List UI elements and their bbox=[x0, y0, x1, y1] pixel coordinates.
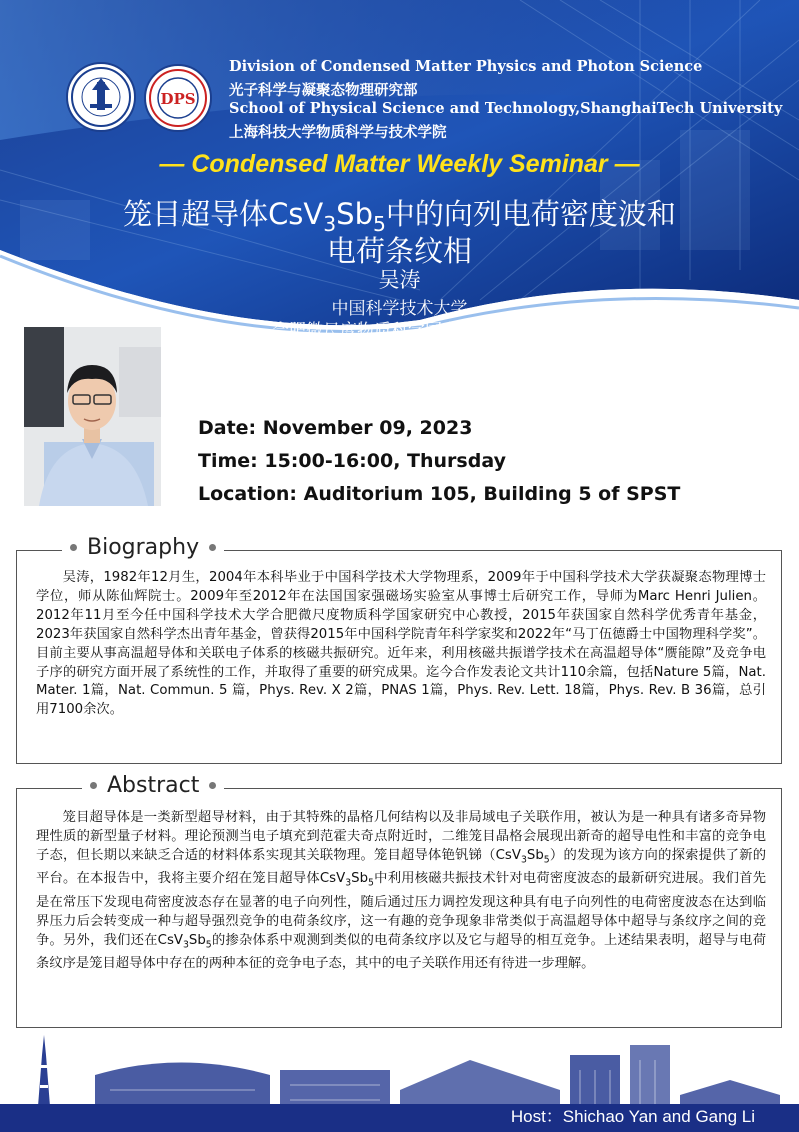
host-text: Host：Shichao Yan and Gang Li bbox=[510, 1107, 755, 1126]
institution-en-2: School of Physical Science and Technology,ShanghaiTech University bbox=[229, 100, 783, 117]
speaker-affiliation-1: 中国科学技术大学 bbox=[331, 299, 468, 319]
bullet-dot-icon bbox=[209, 782, 216, 789]
seminar-date: Date: November 09, 2023 bbox=[198, 417, 473, 439]
shanghaitech-logo bbox=[66, 62, 136, 132]
bullet-dot-icon bbox=[70, 544, 77, 551]
speaker-affiliation-2: 合肥微尺度物质科学国家研究中心 bbox=[272, 321, 527, 341]
institution-en-1: Division of Condensed Matter Physics and Photon Science bbox=[229, 58, 703, 75]
abstract-heading: Abstract bbox=[82, 773, 224, 798]
institution-zh-2: 上海科技大学物质科学与技术学院 bbox=[229, 124, 447, 141]
talk-title-line2: 电荷条纹相 bbox=[326, 234, 472, 268]
talk-title-line1: 笼目超导体$CsV_3Sb_5$中的向列电荷密度波和 bbox=[123, 197, 676, 236]
bullet-dot-icon bbox=[90, 782, 97, 789]
speaker-photo bbox=[24, 327, 161, 506]
abstract-text: 笼目超导体是一类新型超导材料，由于其特殊的晶格几何结构以及非局域电子关联作用，被认为是一种具有诸多奇异物理性质的新型量子材料。理论预测当电子填充到范霍夫奇点附近时，二维笼目晶格会展现出新奇的超导电性和丰富的竞争电子态，但长期以来缺乏合适的材料体系实现其关联物理。笼目超导体铯钒锑$(CsV_3Sb_5)$的发现为该方向的探索提供了新的平台。在本报告中，我将主要介绍在笼目超导体$CsV_3Sb_5$中利用核磁共振技术针对电荷密度波态的最新研究进展。我们首先是在常压下发现电荷密度波态存在显著的电子向列性，随后通过压力调控发现这种具有电子向列性的电荷密度波态在达到临界压力后会转变成一种与超导强烈竞争的电荷条纹序，这一有趣的竞争现象非常类似于高温超导体中超导与条纹序之间的竞争。另外，我们还在$CsV_3Sb_5$的掺杂体系中观测到类似的电荷条纹序以及它与超导的相互竞争。上述结果表明，超导与电荷条纹序是笼目超导体中存在的两种本征的竞争电子态，其中的电子关联作用还有待进一步理解。 bbox=[36, 810, 767, 972]
institution-zh-1: 光子科学与凝聚态物理研究部 bbox=[229, 82, 418, 99]
svg-text:DPS: DPS bbox=[160, 90, 196, 108]
dpps-logo bbox=[144, 64, 212, 132]
seminar-location: Location: Auditorium 105, Building 5 of SPST bbox=[198, 483, 681, 505]
biography-text: 吴涛，1982年12月生，2004年本科毕业于中国科学技术大学物理系，2009年于中国科学技术大学获凝聚态物理博士学位，师从陈仙辉院士。2009年至2012年在法国国家强磁场实验室从事博士后研究工作，导师为Marc Henri Julien。2012年11月至今任中国科学技术大学合肥微尺度物质科学国家研究中心教授，2015年获国家自然科学优秀青年基金，2023年获国家自然科学杰出青年基金，曾获得2015年中国科学院青年科学家奖和2022年“马丁伍德爵士中国物理科学奖”。目前主要从事高温超导体和关联电子体系的核磁共振研究。近年来，利用核磁共振谱学技术在高温超导体“赝能隙”及竞争电子序的研究方面开展了系统性的工作，并取得了重要的研究成果。迄今合作发表论文共计110余篇，包括Nature 5篇，Nat. Mater. 1篇，Nat. Commun. 5 篇，Phys. Rev. X 2篇，PNAS 1篇，Phys. Rev. Lett. 18篇，Phys. Rev. B 36篇，总引用7100余次。 bbox=[36, 570, 766, 718]
seminar-series-title: — Condensed Matter Weekly Seminar — bbox=[159, 150, 640, 178]
biography-heading: Biography bbox=[62, 535, 224, 560]
seminar-time: Time: 15:00-16:00, Thursday bbox=[198, 450, 506, 472]
header-banner bbox=[0, 0, 799, 341]
bullet-dot-icon bbox=[209, 544, 216, 551]
speaker-name: 吴涛 bbox=[378, 268, 421, 292]
